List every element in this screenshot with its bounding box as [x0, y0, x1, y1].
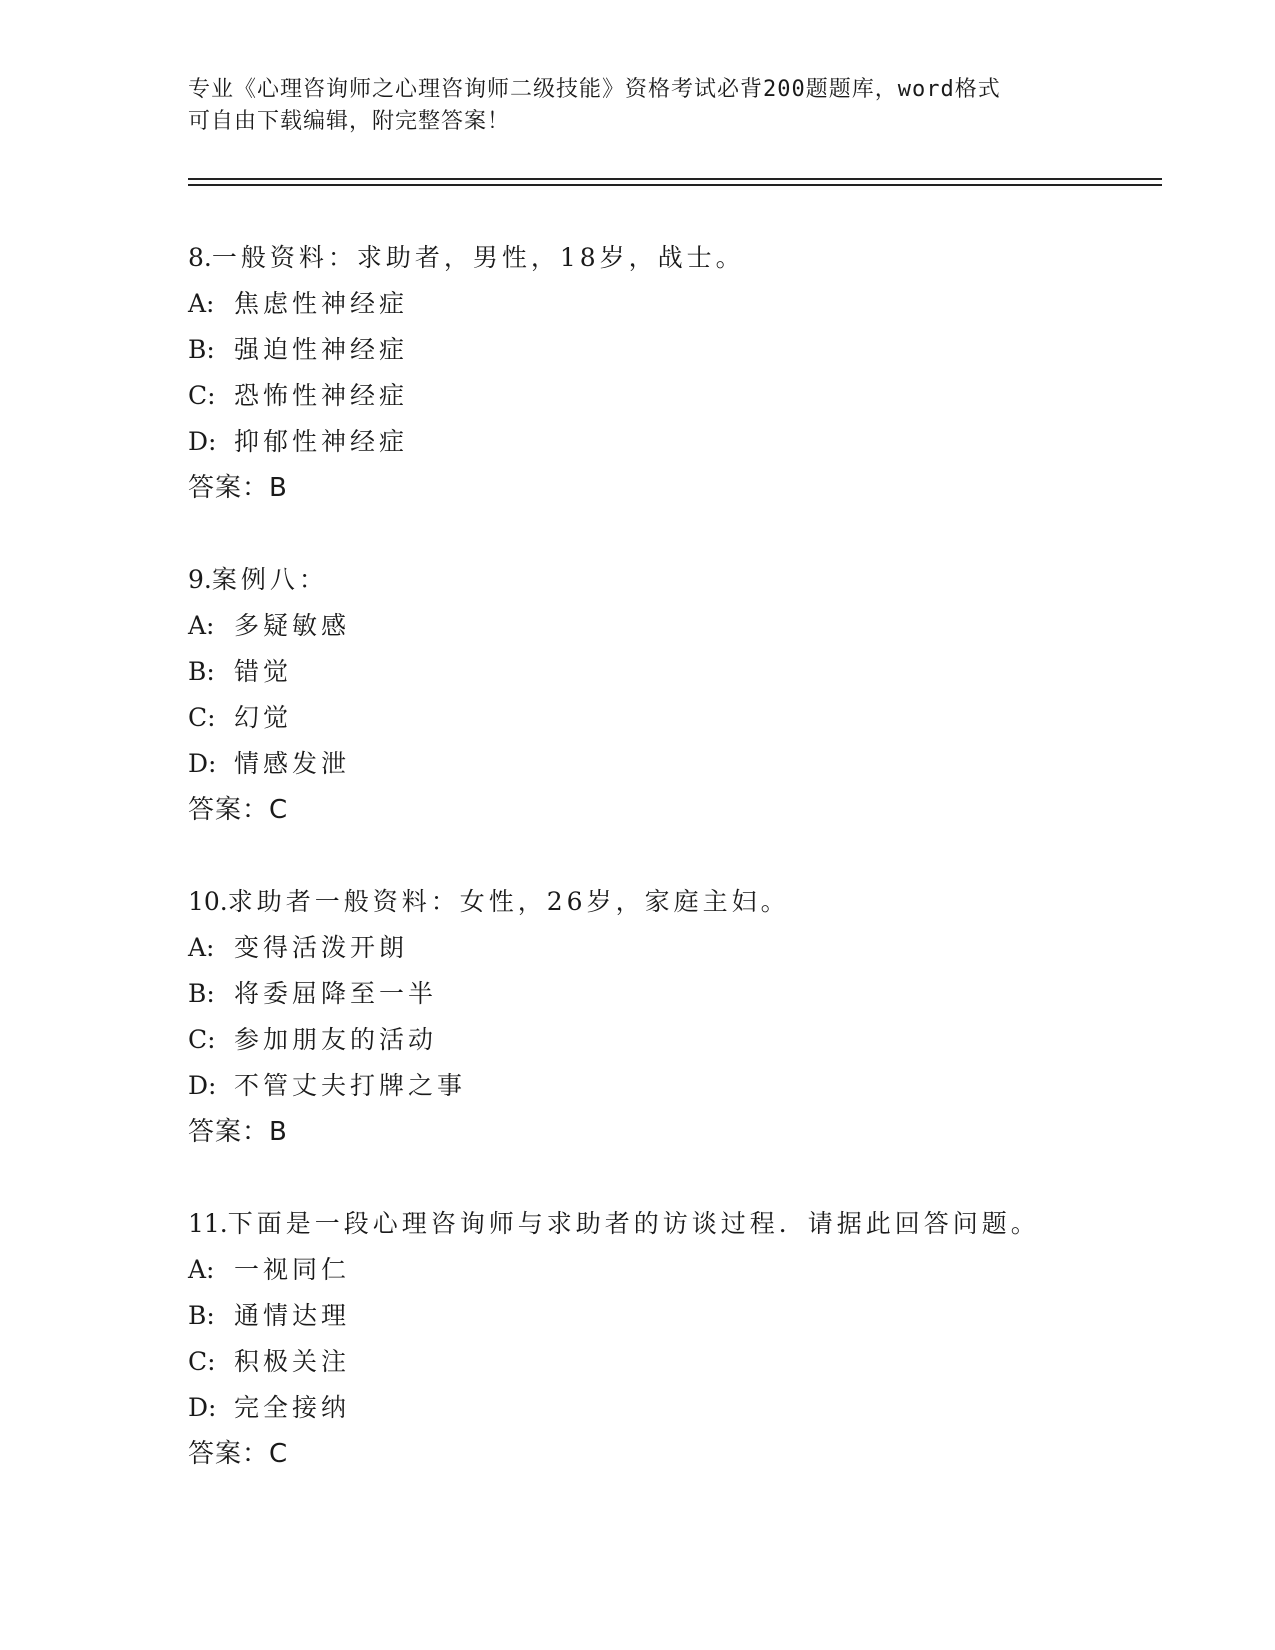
- option-b: [188, 1293, 1168, 1339]
- question-stem: [188, 557, 1168, 603]
- option-c: [188, 1017, 1168, 1063]
- option-a: [188, 925, 1168, 971]
- option-label: A:: [188, 611, 215, 640]
- option-c: [188, 373, 1168, 419]
- option-text: 恐怖性神经症: [234, 381, 409, 410]
- option-label: D:: [188, 427, 217, 456]
- option-text: 错觉: [234, 657, 293, 686]
- question-stem: [188, 879, 1168, 925]
- question-text: 下面是一段心理咨询师与求助者的访谈过程．请据此回答问题。: [227, 1209, 1040, 1238]
- option-label: A:: [188, 289, 215, 318]
- option-label: D:: [188, 749, 217, 778]
- question-text: 案例八：: [211, 565, 328, 594]
- header-line-1: 专业《心理咨询师之心理咨询师二级技能》资格考试必背200题题库，word格式: [188, 77, 1001, 102]
- answer-line: 答案：C: [188, 1439, 289, 1469]
- option-text: 积极关注: [234, 1347, 351, 1376]
- option-label: B:: [188, 657, 215, 686]
- question-10: [188, 879, 1168, 1155]
- option-a: [188, 603, 1168, 649]
- option-label: B:: [188, 979, 215, 1008]
- option-label: B:: [188, 1301, 215, 1330]
- question-text: 求助者一般资料：女性，26岁，家庭主妇。: [227, 887, 790, 916]
- question-8: [188, 235, 1168, 511]
- question-number: 10.: [188, 887, 228, 916]
- option-b: [188, 971, 1168, 1017]
- option-a: [188, 281, 1168, 327]
- option-text: 完全接纳: [234, 1393, 351, 1422]
- question-number: 11.: [188, 1209, 228, 1238]
- option-d: [188, 741, 1168, 787]
- answer-line: 答案：B: [188, 473, 288, 503]
- question-text: 一般资料：求助者，男性，18岁，战士。: [211, 243, 745, 272]
- option-d: [188, 419, 1168, 465]
- option-b: [188, 327, 1168, 373]
- option-text: 多疑敏感: [234, 611, 351, 640]
- option-label: A:: [188, 1255, 215, 1284]
- option-b: [188, 649, 1168, 695]
- option-label: C:: [188, 381, 216, 410]
- option-text: 变得活泼开朗: [234, 933, 409, 962]
- option-label: C:: [188, 703, 216, 732]
- option-text: 焦虑性神经症: [234, 289, 409, 318]
- option-text: 将委屈降至一半: [234, 979, 438, 1008]
- option-text: 参加朋友的活动: [234, 1025, 438, 1054]
- question-list: [188, 235, 1168, 1523]
- option-label: D:: [188, 1393, 217, 1422]
- option-label: B:: [188, 335, 215, 364]
- option-text: 一视同仁: [234, 1255, 351, 1284]
- option-label: C:: [188, 1347, 216, 1376]
- answer-line: 答案：C: [188, 795, 289, 825]
- question-stem: [188, 235, 1168, 281]
- option-text: 强迫性神经症: [234, 335, 409, 364]
- question-11: [188, 1201, 1168, 1477]
- option-text: 不管丈夫打牌之事: [234, 1071, 467, 1100]
- option-label: C:: [188, 1025, 216, 1054]
- question-stem: [188, 1201, 1168, 1247]
- option-d: [188, 1385, 1168, 1431]
- document-header: [188, 74, 1088, 138]
- option-text: 通情达理: [234, 1301, 351, 1330]
- option-label: D:: [188, 1071, 217, 1100]
- option-text: 情感发泄: [234, 749, 351, 778]
- option-text: 抑郁性神经症: [234, 427, 409, 456]
- option-c: [188, 695, 1168, 741]
- option-c: [188, 1339, 1168, 1385]
- option-label: A:: [188, 933, 215, 962]
- question-9: [188, 557, 1168, 833]
- header-divider-bottom: [188, 184, 1162, 186]
- header-line-2: 可自由下载编辑，附完整答案！: [188, 109, 511, 134]
- option-a: [188, 1247, 1168, 1293]
- answer-line: 答案：B: [188, 1117, 288, 1147]
- option-text: 幻觉: [234, 703, 293, 732]
- question-number: 9.: [188, 565, 212, 594]
- header-divider-top: [188, 178, 1162, 180]
- question-number: 8.: [188, 243, 212, 272]
- option-d: [188, 1063, 1168, 1109]
